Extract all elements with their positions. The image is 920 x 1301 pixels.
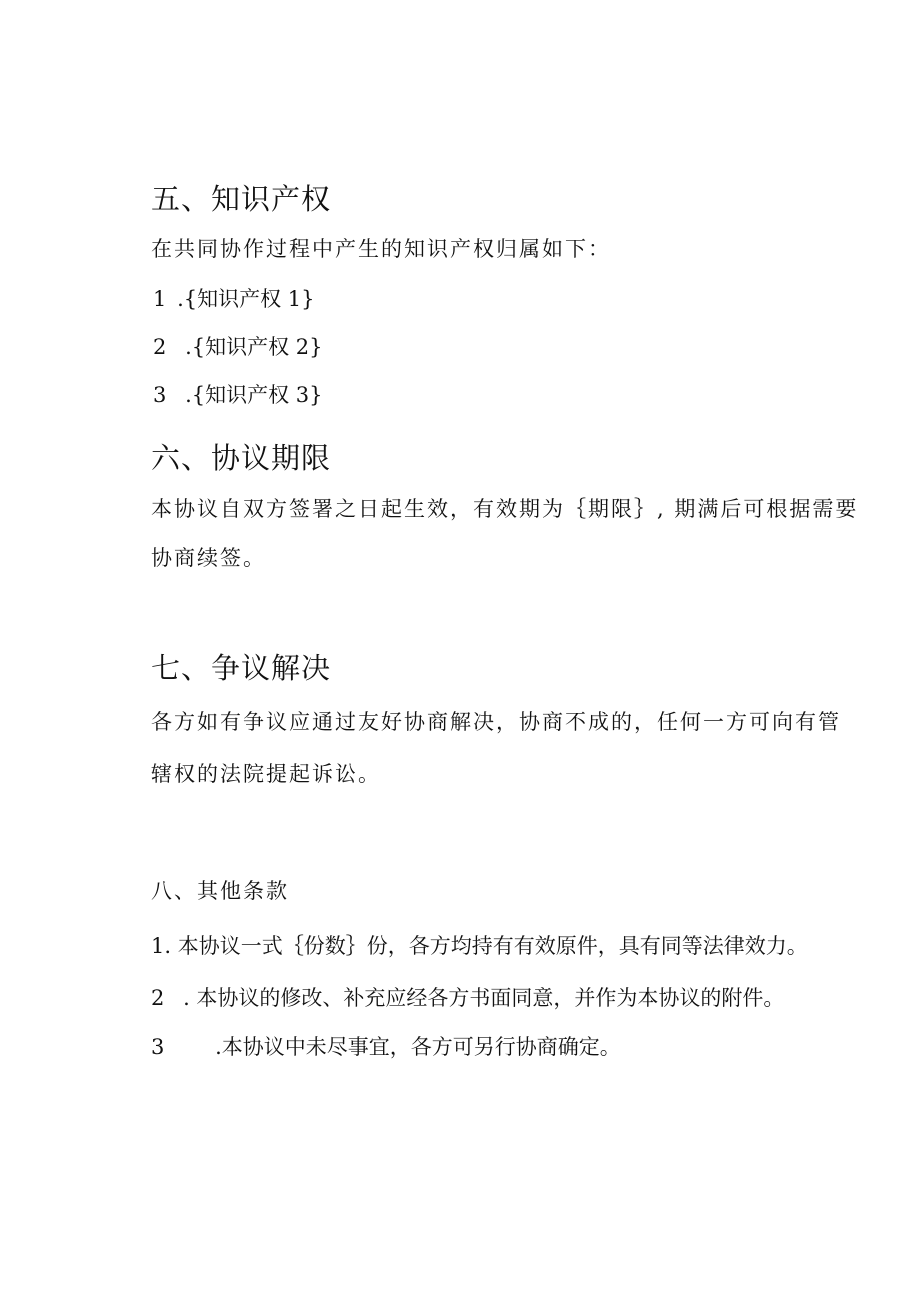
section-5-heading: 五、知识产权 [151,182,332,216]
section-7-heading: 七、争议解决 [151,651,332,685]
section-7-paragraph-line-1: 各方如有争议应通过友好协商解决，协商不成的，任何一方可向有管 [151,710,841,734]
list-item-text: .{知识产权 3} [185,383,323,407]
list-item-text: . 本协议一式｛份数｝份，各方均持有有效原件，具有同等法律效力。 [164,934,808,958]
list-item-text: .本协议中未尽事宜，各方可另行协商确定。 [215,1035,621,1059]
list-item [153,331,323,361]
section-6-paragraph-line-1: 本协议自双方签署之日起生效，有效期为｛期限｝, 期满后可根据需要 [151,497,859,521]
section-8-heading: 八、其他条款 [151,879,289,903]
list-item-number: 3 [151,1035,165,1059]
list-item-number: 1 [151,934,165,958]
list-item [151,930,808,960]
list-item-number: 2 [151,986,165,1010]
list-item [153,379,323,409]
list-item-text: .{知识产权 1} [177,287,315,311]
list-item [151,982,784,1012]
section-6-paragraph-line-2: 协商续签。 [151,546,266,570]
list-item [153,283,315,313]
list-item-number: 1 [153,287,167,311]
section-7-paragraph-line-2: 辖权的法院提起诉讼。 [151,762,381,786]
section-5-intro: 在共同协作过程中产生的知识产权归属如下： [151,237,611,261]
section-6-heading: 六、协议期限 [151,441,332,475]
list-item-text: .{知识产权 2} [185,335,323,359]
list-item-number: 2 [153,335,167,359]
list-item-number: 3 [153,383,167,407]
list-item [151,1031,621,1061]
list-item-text: . 本协议的修改、补充应经各方书面同意，并作为本协议的附件。 [183,986,785,1010]
